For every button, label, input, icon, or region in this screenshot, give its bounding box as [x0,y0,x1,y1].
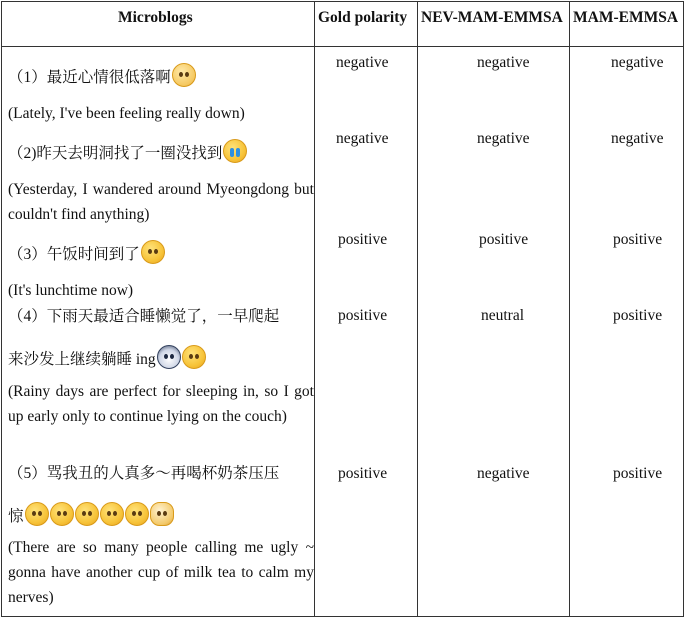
husky-icon [157,345,181,369]
microblog-chinese: 惊 [8,508,24,525]
microblog-translation: (Lately, I've been feeling really down) [8,105,245,122]
microblog-chinese: 来沙发上继续躺睡 ing [8,351,156,368]
microblog-row-3 [8,240,314,303]
sad-face-icon [172,63,196,87]
microblog-row-5 [8,461,314,610]
mam-label: positive [613,465,663,482]
blushing-face-icon [141,240,165,264]
crying-face-icon [223,139,247,163]
big-grin-icon [25,502,49,526]
microblog-chinese: （4）下雨天最适合睡懒觉了，一早爬起 [8,308,280,325]
column-divider [417,2,418,616]
microblog-translation: (There are so many people calling me ugly ~ gonna have another cup of milk tea to calm my nerves) [8,539,314,606]
column-divider [569,2,570,616]
nev-label: positive [479,231,529,248]
microblog-row-4 [8,304,314,429]
laughing-tears-icon [75,502,99,526]
nev-label: negative [477,54,530,71]
microblog-translation: (Yesterday, I wandered around Myeongdong but couldn't find anything) [8,181,314,223]
mam-label: negative [611,54,664,71]
microblog-row-1 [8,63,314,126]
gold-label: positive [338,307,388,324]
header-mam-emmsa: MAM-EMMSA [573,9,679,26]
gold-label: positive [338,465,388,482]
mam-label: positive [613,231,663,248]
microblog-chinese: （3）午饭时间到了 [8,246,140,263]
microblog-translation: (Rainy days are perfect for sleeping in, so I got up early only to continue lying on the couch) [8,383,314,425]
microblog-translation: (It's lunchtime now) [8,282,134,299]
microblog-chinese: （5）骂我丑的人真多～再喝杯奶茶压压 [8,465,280,482]
results-table [1,1,684,617]
gold-label: negative [336,54,389,71]
grinning-teeth-icon [125,502,149,526]
header-divider [2,46,683,47]
header-gold-polarity: Gold polarity [318,9,408,26]
nev-label: negative [477,465,530,482]
rolling-laugh-icon [100,502,124,526]
microblog-chinese: （1）最近心情很低落啊 [8,69,171,86]
microblog-row-2 [8,139,314,227]
nev-label: neutral [481,307,525,324]
header-microblogs: Microblogs [118,9,193,26]
mam-label: negative [611,130,664,147]
thinking-face-icon [50,502,74,526]
mam-label: positive [613,307,663,324]
microblog-chinese: （2)昨天去明洞找了一圈没找到 [8,145,223,162]
laughing-tears-icon [182,345,206,369]
column-divider [314,2,315,616]
gold-label: negative [336,130,389,147]
nev-label: negative [477,130,530,147]
dog-face-icon [150,502,174,526]
header-nev-mam-emmsa: NEV-MAM-EMMSA [421,9,563,26]
gold-label: positive [338,231,388,248]
